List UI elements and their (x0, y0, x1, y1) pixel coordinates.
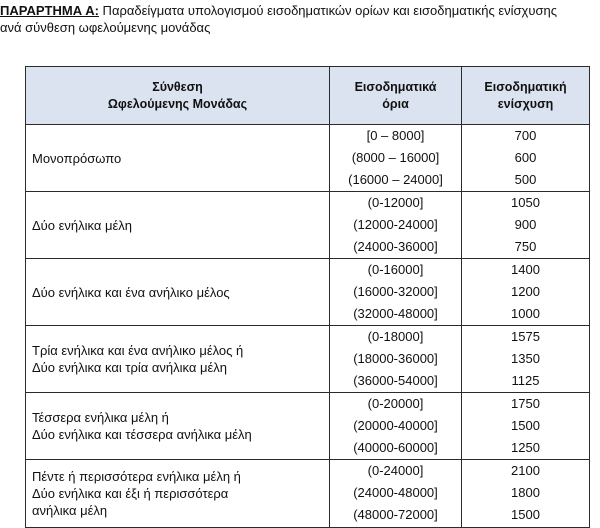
income-range-cell (330, 393, 462, 460)
support-amount: 2100 (511, 463, 540, 478)
support-amount: 1050 (511, 195, 540, 210)
income-range: [0 – 8000] (366, 128, 425, 143)
appendix-line-1: Παραδείγματα υπολογισμού εισοδηματικών ορίων και εισοδηματικής ενίσχυσης (98, 3, 557, 18)
composition-cell (26, 460, 330, 528)
table-row (26, 125, 590, 192)
income-range: (40000-60000] (353, 440, 438, 455)
income-range-cell (330, 460, 462, 528)
support-amount: 1500 (511, 418, 540, 433)
income-range: (24000-48000] (353, 485, 438, 500)
table-row (26, 460, 590, 528)
support-amount: 500 (514, 172, 537, 187)
income-range-cell (330, 125, 462, 192)
composition-text: Δύο ενήλικα και τέσσερα ανήλικα μέλη (32, 427, 252, 442)
composition-cell (26, 326, 330, 393)
composition-text: Δύο ενήλικα και ένα ανήλικο μέλος (32, 284, 230, 300)
support-amount: 1125 (511, 373, 540, 388)
income-range: (16000-32000] (353, 284, 438, 299)
support-amount: 750 (514, 239, 537, 254)
composition-cell (26, 259, 330, 326)
composition-text: Δύο ενήλικα και έξι ή περισσότερα (32, 486, 229, 501)
composition-text: ανήλικα μέλη (32, 503, 108, 518)
income-range: (24000-36000] (353, 239, 438, 254)
composition-text: Πέντε ή περισσότερα ενήλικα μέλη ή (32, 469, 241, 484)
income-range: (16000 – 24000] (348, 172, 443, 187)
table-header-row (26, 67, 590, 125)
support-amount-cell (462, 393, 590, 460)
income-range: (0-12000] (367, 195, 424, 210)
table-row (26, 393, 590, 460)
income-range: (36000-54000] (353, 373, 438, 388)
appendix-heading (0, 2, 600, 36)
support-amount: 1575 (511, 329, 540, 344)
header-composition: Σύνθεση Ωφελούμενης Μονάδας (26, 67, 330, 125)
support-amount-cell (462, 326, 590, 393)
income-range: (12000-24000] (353, 217, 438, 232)
support-amount-cell (462, 259, 590, 326)
table-row (26, 326, 590, 393)
support-amount: 1000 (511, 306, 540, 321)
table-row (26, 192, 590, 259)
appendix-title: ΠΑΡΑΡΤΗΜΑ Α: (0, 3, 99, 18)
income-range: (0-20000] (367, 396, 424, 411)
income-support-table (25, 66, 590, 528)
income-range: (8000 – 16000] (351, 150, 440, 165)
composition-text: Δύο ενήλικα και τρία ανήλικα μέλη (32, 360, 228, 375)
income-range: (20000-40000] (353, 418, 438, 433)
composition-text: Μονοπρόσωπο (32, 150, 122, 166)
support-amount-cell (462, 460, 590, 528)
support-amount: 1400 (511, 262, 540, 277)
income-range: (18000-36000] (353, 351, 438, 366)
income-range-cell (330, 192, 462, 259)
income-range: (0-18000] (367, 329, 424, 344)
composition-text: Δύο ενήλικα μέλη (32, 217, 133, 233)
support-amount: 1200 (511, 284, 540, 299)
support-amount-cell (462, 125, 590, 192)
composition-cell (26, 393, 330, 460)
income-range-cell (330, 259, 462, 326)
header-income-limits: Εισοδηματικά όρια (330, 67, 462, 125)
income-range: (48000-72000] (353, 507, 438, 522)
support-amount: 600 (514, 150, 537, 165)
table-row (26, 259, 590, 326)
composition-text: Τέσσερα ενήλικα μέλη ή (32, 410, 169, 425)
composition-cell (26, 192, 330, 259)
support-amount: 1500 (511, 507, 540, 522)
support-amount: 900 (514, 217, 537, 232)
income-range-cell (330, 326, 462, 393)
support-amount: 1250 (511, 440, 540, 455)
support-amount: 1750 (511, 396, 540, 411)
income-range: (0-24000] (367, 463, 424, 478)
composition-text: Τρία ενήλικα και ένα ανήλικο μέλος ή (32, 343, 244, 358)
support-amount: 1350 (511, 351, 540, 366)
income-range: (32000-48000] (353, 306, 438, 321)
header-income-support: Εισοδηματική ενίσχυση (462, 67, 590, 125)
appendix-line-2: ανά σύνθεση ωφελούμενης μονάδας (0, 20, 211, 35)
support-amount: 1800 (511, 485, 540, 500)
composition-cell (26, 125, 330, 192)
income-range: (0-16000] (367, 262, 424, 277)
support-amount: 700 (514, 128, 537, 143)
support-amount-cell (462, 192, 590, 259)
